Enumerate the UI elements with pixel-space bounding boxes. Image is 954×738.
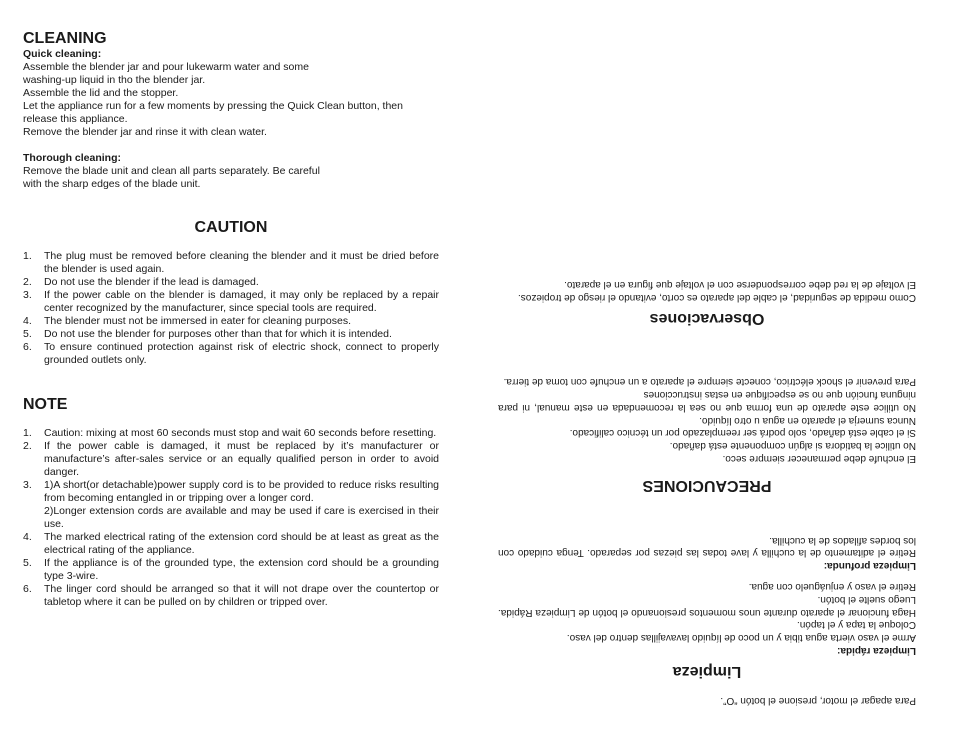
quick-line-4: Let the appliance run for a few moments by pressing the Quick Clean button, then — [23, 100, 403, 112]
precauciones-title: PRECAUCIONES — [642, 477, 772, 494]
spanish-page — [477, 0, 954, 738]
list-item: 3. 1)A short(or detachable)power supply cord is to be provided to reduce risks resulting from becoming entangled in or tripping over a longer cord. 2)Longer extension cords are available and may be used if care is exercised in their use. — [23, 479, 439, 530]
limpieza-title: Limpieza — [672, 663, 742, 680]
thorough-cleaning-title: Thorough cleaning: — [23, 152, 121, 164]
cleaning-section — [23, 30, 439, 191]
quick-line-3: Assemble the lid and the stopper. — [23, 87, 179, 99]
precauciones-section: PRECAUCIONES El enchufe debe permanecer siempre seco. No utilice la batidora si algún componente está dañado. Si el cable está dañado, solo podrá ser reemplazado por un técnico calificado. Nunca sumerja el aparato en agua u otro líquido. No utilice este aparato de una forma que no sea la recomendada en este manual, ni para ninguna función que no se especifique en estas instrucciones Para prevenir el shock eléctrico, conecte siempre el aparato a un enchufe con toma de tierra. — [498, 376, 916, 494]
list-item: 1. The plug must be removed before cleaning the blender and it must be dried before the blender is used again. — [23, 250, 439, 275]
quick-line-2: washing-up liquid in tho the blender jar. — [23, 74, 206, 86]
list-item: 3. If the power cable on the blender is damaged, it may only be replaced by a repair center recognized by the manufacturer, since special tools are required. — [23, 289, 439, 314]
list-item: 2. If the power cable is damaged, it must be replaced by it’s manufacturer or manufacture’s after-sales service or an equally qualified person in order to avoid danger. — [23, 440, 439, 478]
limpieza-profunda-title: Limpieza profunda: — [823, 560, 916, 572]
list-item: 4. The marked electrical rating of the extension cord should be at least as great as the electrical rating of the appliance. — [23, 531, 439, 556]
caution-section — [23, 219, 439, 367]
quick-line-5: release this appliance. — [23, 113, 128, 125]
list-item: 5. If the appliance is of the grounded type, the extension cord should be a grounding type 3-wire. — [23, 557, 439, 582]
observaciones-title: Observaciones — [649, 310, 765, 327]
note-section — [23, 396, 439, 609]
limpieza-rapida-title: Limpieza rápida: — [837, 645, 916, 656]
note-title: NOTE — [23, 396, 68, 413]
quick-cleaning-title: Quick cleaning: — [23, 48, 102, 60]
note-list — [23, 427, 439, 609]
spanish-page-rotated — [477, 0, 954, 738]
caution-title: CAUTION — [194, 219, 268, 236]
list-item: 2. Do not use the blender if the lead is damaged. — [23, 276, 259, 288]
caution-list — [23, 250, 439, 367]
observaciones-section: Observaciones Como medida de seguridad, el cable del aparato es corto, evitando el riesgo de tropiezos. El voltaje de la red debe corresponderse con el voltaje que figura en el aparato. — [498, 277, 916, 327]
limpieza-section: Limpieza Limpieza rápida: Arme el vaso vierta agua tibia y un poco de líquido lavavajillas dentro del vaso. Coloque la tapa y el tapón. Haga funcionar el aparato durante unos momentos presionando el botón de Limpieza Rápida. Luego suelte el botón. Retire el vaso y enjuáguelo con agua. Limpieza profunda: Retire el aditamento de la cuchilla y lave todas las piezas por separado. Tenga cuidado con los bordes afilados de la cuchilla. — [498, 534, 916, 680]
quick-line-1: Assemble the blender jar and pour lukewarm water and some — [23, 61, 309, 73]
list-item: 6. To ensure continued protection against risk of electric shock, connect to properly grounded outlets only. — [23, 341, 439, 366]
list-item: 1. Caution: mixing at most 60 seconds must stop and wait 60 seconds before resetting. — [23, 427, 437, 439]
cleaning-title: CLEANING — [23, 30, 107, 47]
para-apagar-line: Para apagar el motor, presione el botón “O”. — [720, 695, 916, 706]
list-item: 6. The linger cord should be arranged so that it will not drape over the countertop or tabletop where it can be pulled on by children or tripped over. — [23, 583, 439, 608]
quick-line-6: Remove the blender jar and rinse it with clean water. — [23, 126, 267, 138]
thorough-line-2: with the sharp edges of the blade unit. — [23, 178, 201, 190]
list-item: 4. The blender must not be immersed in eater for cleaning purposes. — [23, 315, 351, 327]
thorough-line-1: Remove the blade unit and clean all parts separately. Be careful — [23, 165, 320, 177]
list-item: 5. Do not use the blender for purposes other than that for which it is intended. — [23, 328, 392, 340]
